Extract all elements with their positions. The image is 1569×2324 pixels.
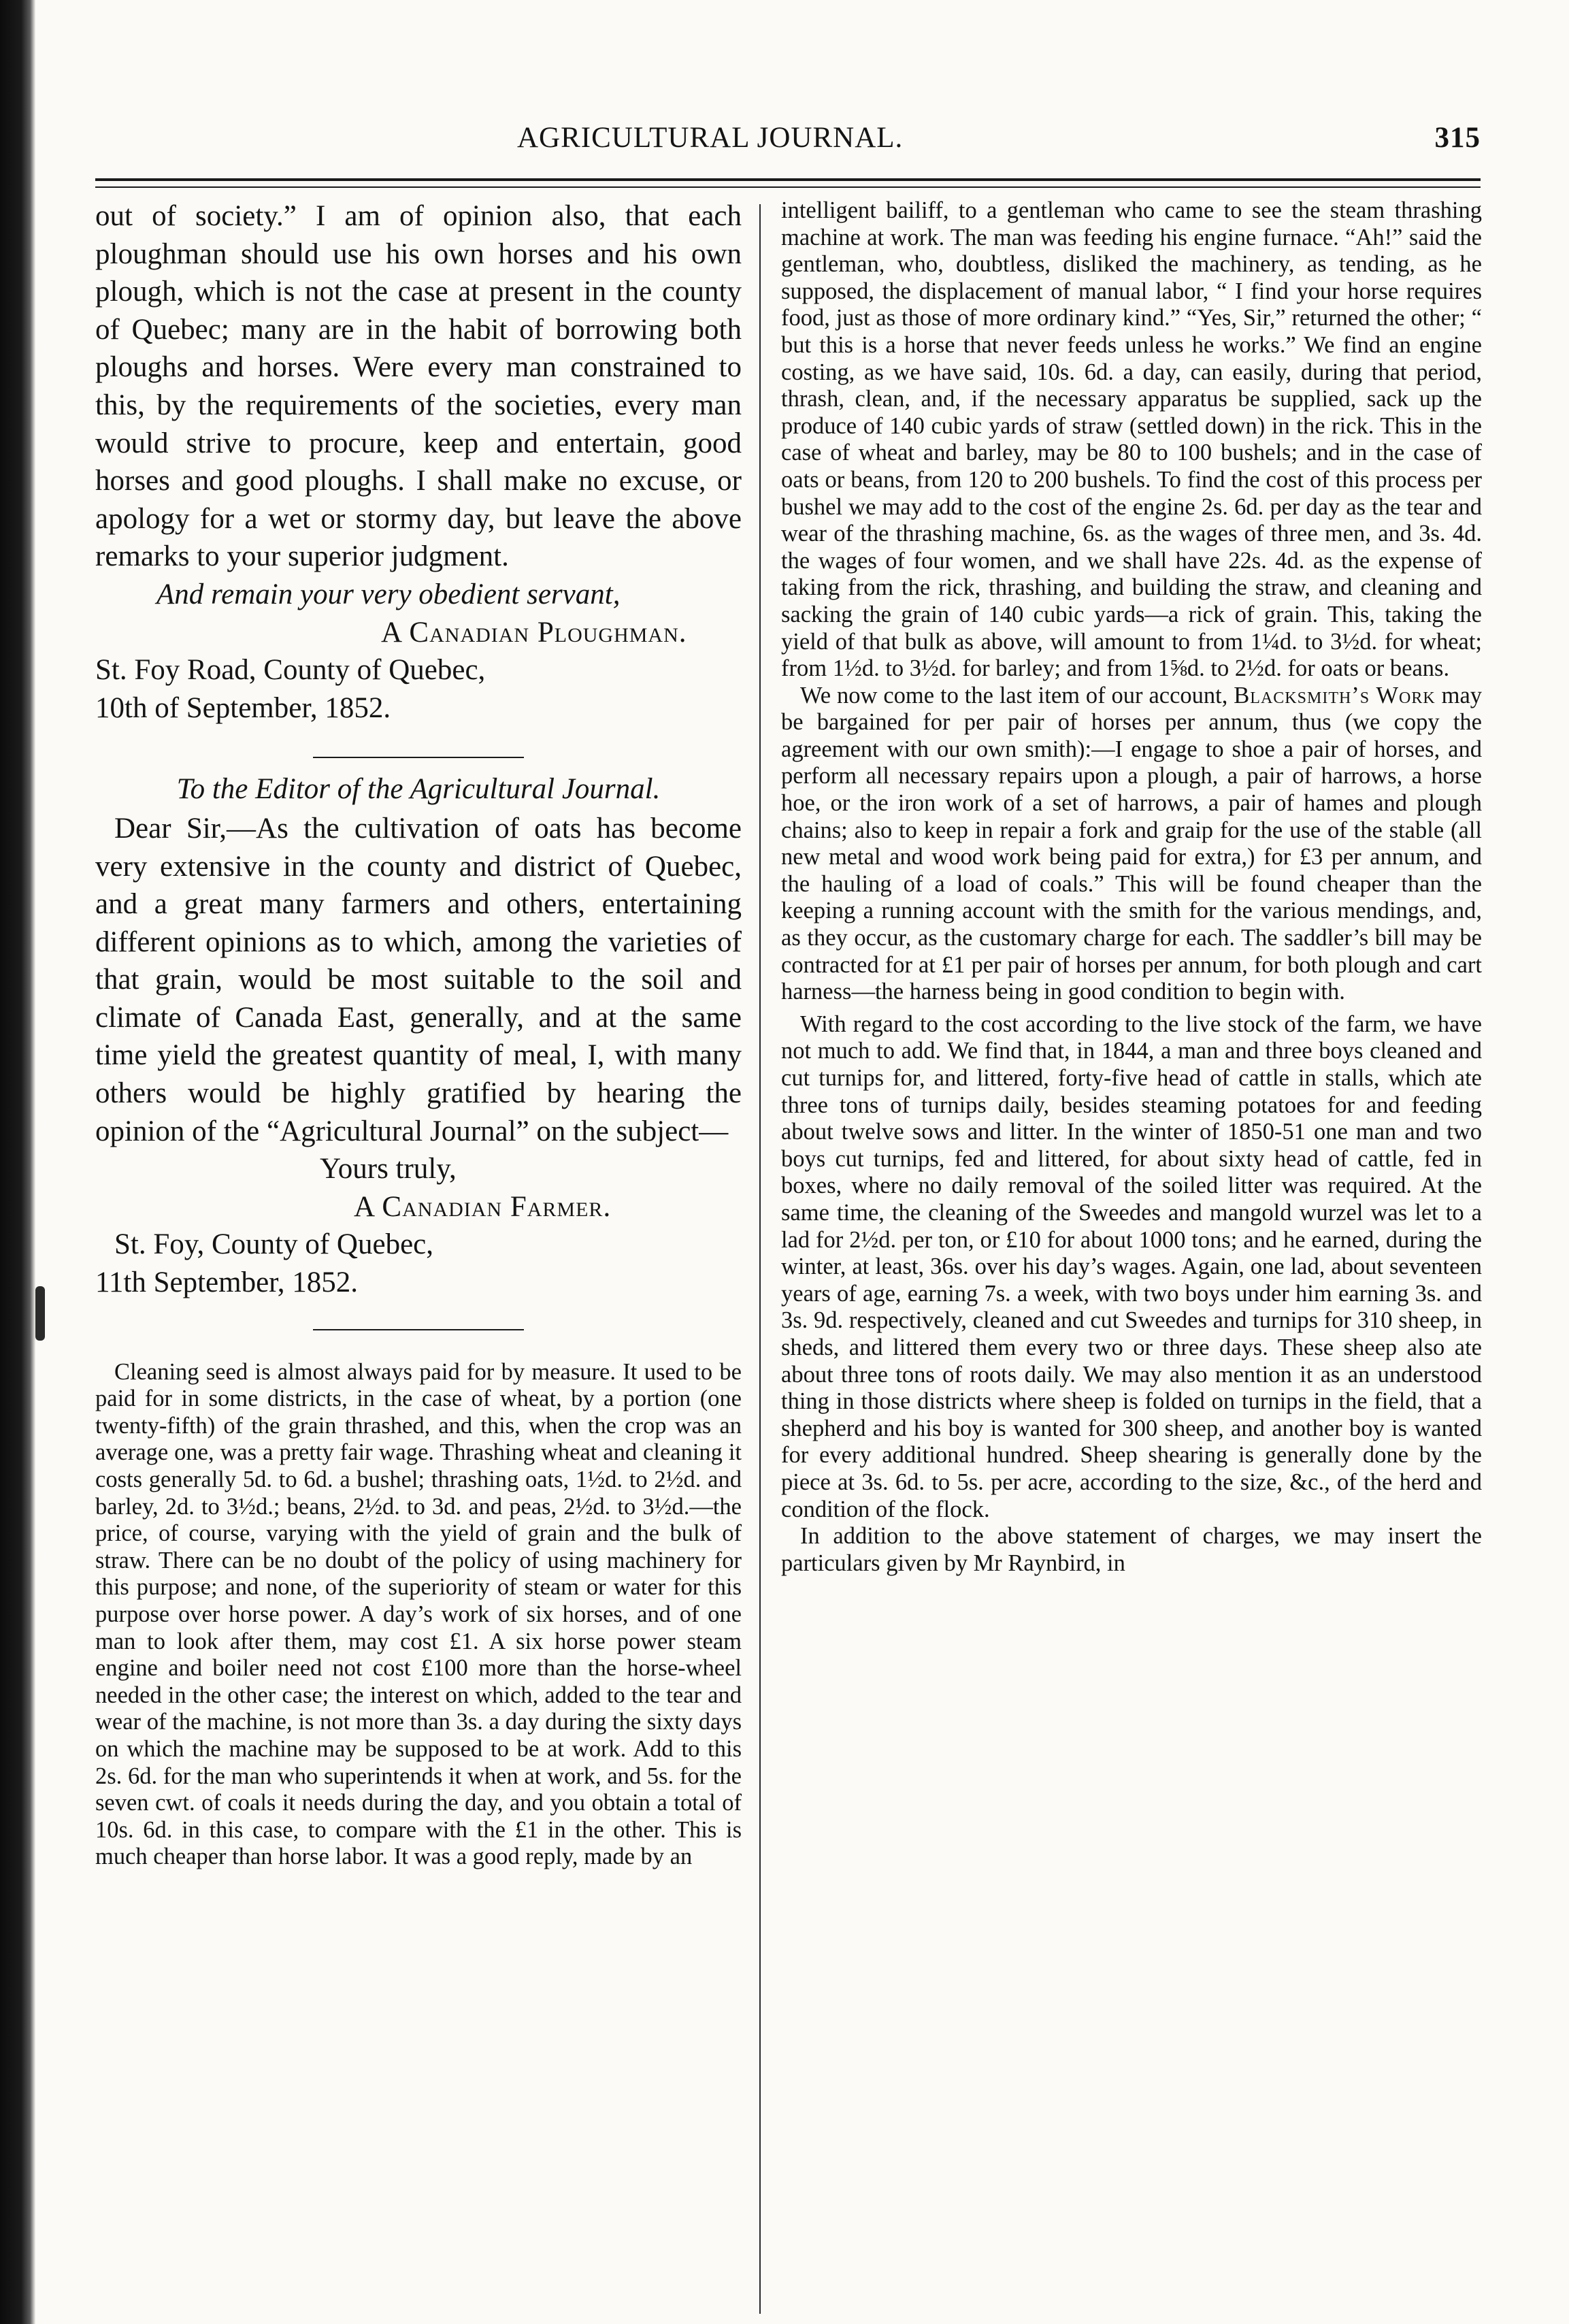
editor-heading: To the Editor of the Agricultural Journal. [176,773,661,806]
article-paragraph-bailiff: intelligent bailiff, to a gentleman who came to see the steam thrashing machine at work. The man was feeding his engine furnace. “Ah!” said the gentleman, who, doubtless, disliked the machinery, as tending, as he supposed, the displacement of manual labor, “ I find your horse requires food, just as those of more ordinary kind.” “Yes, Sir,” returned the other; “ but this is a horse that never feeds unless he works.” We find an engine costing, as we have said, 10s. 6d. a day, can easily, during that period, thrash, clean, and, if the necessary apparatus be supplied, sack up the produce of 140 cubic yards of straw (settled down) in the rick. This in the case of wheat and barley, may be 80 to 100 bushels; and in the case of oats or beans, from 120 to 200 bushels. To find the cost of this process per bushel we may add to the cost of the engine 2s. 6d. per day as the tear and wear of the thrashing machine, 6s. as the wages of three men, and 3s. 4d. the wages of four women, and we shall have 22s. 4d. as the expense of taking from the rick, thrashing, and building the straw, and cleaning and sacking the grain of 140 cubic yards—a rick of grain. This, taking the yield of that bulk as above, will amount to from 1¼d. to 3½d. for wheat; from 1½d. to 3½d. for barley; and from 1⅝d. to 2½d. for oats or beans. [781,197,1482,682]
letter-ploughman-body: out of society.” I am of opinion also, that each ploughman should use his own horses and his own plough, which is not the case at present in the county of Quebec; many are in the habit of borrowing both ploughs and horses. Were every man constrained to this, by the requirements of the societies, every man would strive to procure, keep and entertain, good horses and good ploughs. I shall make no excuse, or apology for a wet or stormy day, but leave the above remarks to your superior judgment. [95,200,742,573]
letter-farmer [95,810,742,1150]
letter-farmer-body: Dear Sir,—As the cultivation of oats has become very extensive in the county and district of Quebec, and a great many farmers and others, entertaining different opinions as to which, among the varieties of that grain, would be most suitable to the soil and climate of Canada East, generally, and at the same time yield the greatest quantity of meal, I, with many others would be highly gratified by hearing the opinion of the “Agricultural Journal” on the subject— [95,812,742,1147]
column-divider [759,204,761,2314]
article-paragraph-live-stock: With regard to the cost according to the live stock of the farm, we have not much to add. We find that, in 1844, a man and three boys cleaned and cut turnips for, and littered, forty-five head of cattle in stalls, which ate three tons of turnips daily, besides steaming potatoes for and feeding about twelve sows and litter. In the winter of 1850-51 one man and two boys cut turnips, fed and littered, for about sixty head of cattle, fed in boxes, where no daily removal of the soiled litter was required. At the same time, the cleaning of the Sweedes and mangold wurzel was let to a lad for 2½d. per ton, or £10 for about 1000 tons; and he earned, during the winter, at least, 36s. over his day’s wages. Again, one lad, about seventeen years of age, earning 7s. a week, with two boys under him earning 3s. and 3s. 9d. respectively, cleaned and cut Sweedes and turnips for 310 sheep, in sheds, and littered them every two or three days. These sheep also ate about three tons of roots daily. We may also mention it as an understood thing in those districts where sheep is folded on turnips in the field, that a shepherd and his boy is wanted for 300 sheep, and another boy is wanted for every additional hundred. Sheep shearing is generally done by the piece at 3s. 6d. to 5s. per acre, according to the size, &c., of the herd and condition of the flock. [781,1011,1482,1522]
letter-farmer-closing-block [95,1188,742,1302]
left-column [95,197,742,1871]
letter-ploughman-signature: A Canadian Ploughman. [381,616,687,649]
header-rule-thin [95,186,1481,188]
article-continued [781,197,1482,1577]
article-paragraph-addition: In addition to the above statement of charges, we may insert the particulars given by Mr Raynbird, in [781,1523,1482,1576]
article-paragraph-blacksmith [781,683,1482,1006]
letter-farmer-signature: A Canadian Farmer. [354,1190,612,1223]
letter-farmer-place: St. Foy, County of Quebec, [114,1228,433,1261]
letter-ploughman-date: 10th of September, 1852. [95,691,391,724]
header-rule-thick [95,178,1481,181]
blacksmith-lead: We now come to the last item of our account, [800,682,1228,708]
article-cleaning-seed [95,1359,742,1871]
section-divider-rule [313,757,524,758]
letter-ploughman-closing-block [95,576,742,727]
page-number: 315 [1434,122,1481,154]
right-column [781,197,1482,1577]
letter-ploughman-closing: And remain your very obedient servant, [156,578,621,610]
blacksmith-rest: may be bargained for per pair of horses per annum, thus (we copy the agreement with our own smith):—I engage to shoe a pair of horses, and perform all necessary repairs upon a plough, a pair of harrows, a horse hoe, or the iron work of a set of harrows, a pair of hames and plough chains; also to keep in repair a fork and graip for the use of the stable (all new metal and wood work being paid for extra,) for £3 per annum, and the hauling of a load of coals.” This will be found cheaper than the keeping a running account with the smith for the various mendings, and, as they occur, as the customary charge for each. The saddler’s bill may be contracted for at £1 per pair of horses per annum, for both plough and cart harness—the harness being in good condition to begin with. [781,682,1483,1005]
binding-mark [35,1286,45,1341]
letter-farmer-yours: Yours truly, [320,1153,457,1185]
letter-farmer-date: 11th September, 1852. [95,1266,359,1299]
page-binding-edge [0,0,35,2324]
blacksmith-smallcaps: Blacksmith’s Work [1234,682,1436,708]
letter-ploughman [95,197,742,576]
letter-ploughman-place: St. Foy Road, County of Quebec, [95,654,486,687]
running-title: AGRICULTURAL JOURNAL. [517,122,904,154]
article-cleaning-seed-body: Cleaning seed is almost always paid for by measure. It used to be paid for in some districts, in the case of wheat, by a portion (one twenty-fifth) of the grain thrashed, and this, when the crop was an average one, was a pretty fair wage. Thrashing wheat and cleaning it costs generally 5d. to 6d. a bushel; thrashing oats, 1½d. to 2½d. and barley, 2d. to 3½d.; beans, 2½d. to 3d. and peas, 2½d. to 3½d.—the price, of course, varying with the yield of grain and the bulk of straw. There can be no doubt of the policy of using machinery for this purpose; and none, of the superiority of steam or water for this purpose over horse power. A day’s work of six horses, and of one man to look after them, may cost £1. A six horse power steam engine and boiler need not cost £100 more than the horse-wheel needed in the other case; the interest on which, added to the tear and wear of the machine, is not more than 3s. a day during the sixty days on which the machine may be supposed to be at work. Add to this 2s. 6d. for the man who superintends it when at work, and 5s. for the seven cwt. of coals it needs during the day, and you obtain a total of 10s. 6d. in this case, to compare with the £1 in the other. This is much cheaper than horse labor. It was a good reply, made by an [95,1358,742,1870]
running-header [95,121,1481,162]
